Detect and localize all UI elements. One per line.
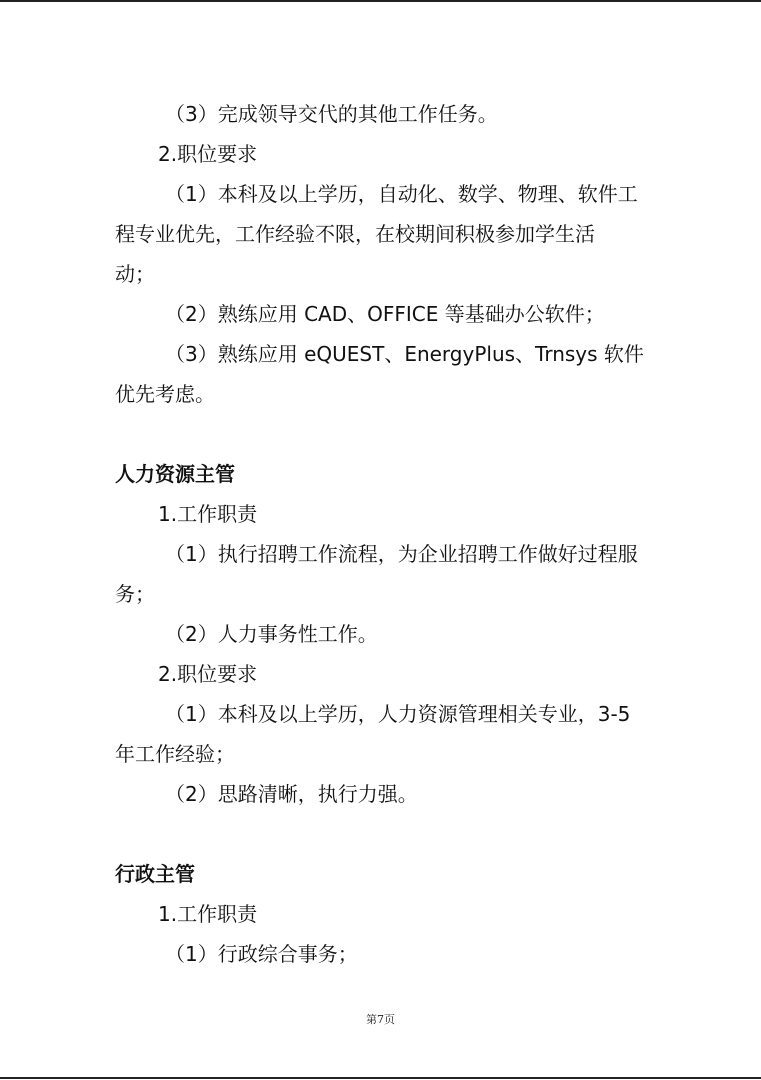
hr-requirement-item-2: （2）思路清晰，执行力强。 <box>165 782 418 806</box>
section-label-duties: 1.工作职责 <box>158 902 258 926</box>
requirement-item-1-line-3: 动； <box>115 262 155 286</box>
hr-duty-item-1-line-1: （1）执行招聘工作流程，为企业招聘工作做好过程服 <box>165 542 638 566</box>
section-heading-hr-supervisor: 人力资源主管 <box>115 462 235 486</box>
requirement-item-2: （2）熟练应用 CAD、OFFICE 等基础办公软件； <box>165 302 605 326</box>
hr-requirement-item-1-line-1: （1）本科及以上学历，人力资源管理相关专业，3-5 <box>165 702 631 726</box>
requirement-item-3-line-1: （3）熟练应用 eQUEST、EnergyPlus、Trnsys 软件 <box>165 342 644 366</box>
bottom-border-line <box>0 1077 761 1079</box>
admin-duty-item-1: （1）行政综合事务； <box>165 942 358 966</box>
section-label-duties: 1.工作职责 <box>158 502 258 526</box>
duty-item-3: （3）完成领导交代的其他工作任务。 <box>165 102 498 126</box>
requirement-item-1-line-2: 程专业优先，工作经验不限，在校期间积极参加学生活 <box>115 222 595 246</box>
section-heading-admin-supervisor: 行政主管 <box>115 862 195 886</box>
top-border-line <box>0 0 761 2</box>
page-number: 第7页 <box>366 1013 395 1026</box>
section-label-requirements: 2.职位要求 <box>158 662 258 686</box>
hr-duty-item-1-line-2: 务； <box>115 582 155 606</box>
hr-duty-item-2: （2）人力事务性工作。 <box>165 622 378 646</box>
requirement-item-1-line-1: （1）本科及以上学历，自动化、数学、物理、软件工 <box>165 182 638 206</box>
section-label-requirements: 2.职位要求 <box>158 142 258 166</box>
hr-requirement-item-1-line-2: 年工作经验； <box>115 742 235 766</box>
requirement-item-3-line-2: 优先考虑。 <box>115 382 215 406</box>
